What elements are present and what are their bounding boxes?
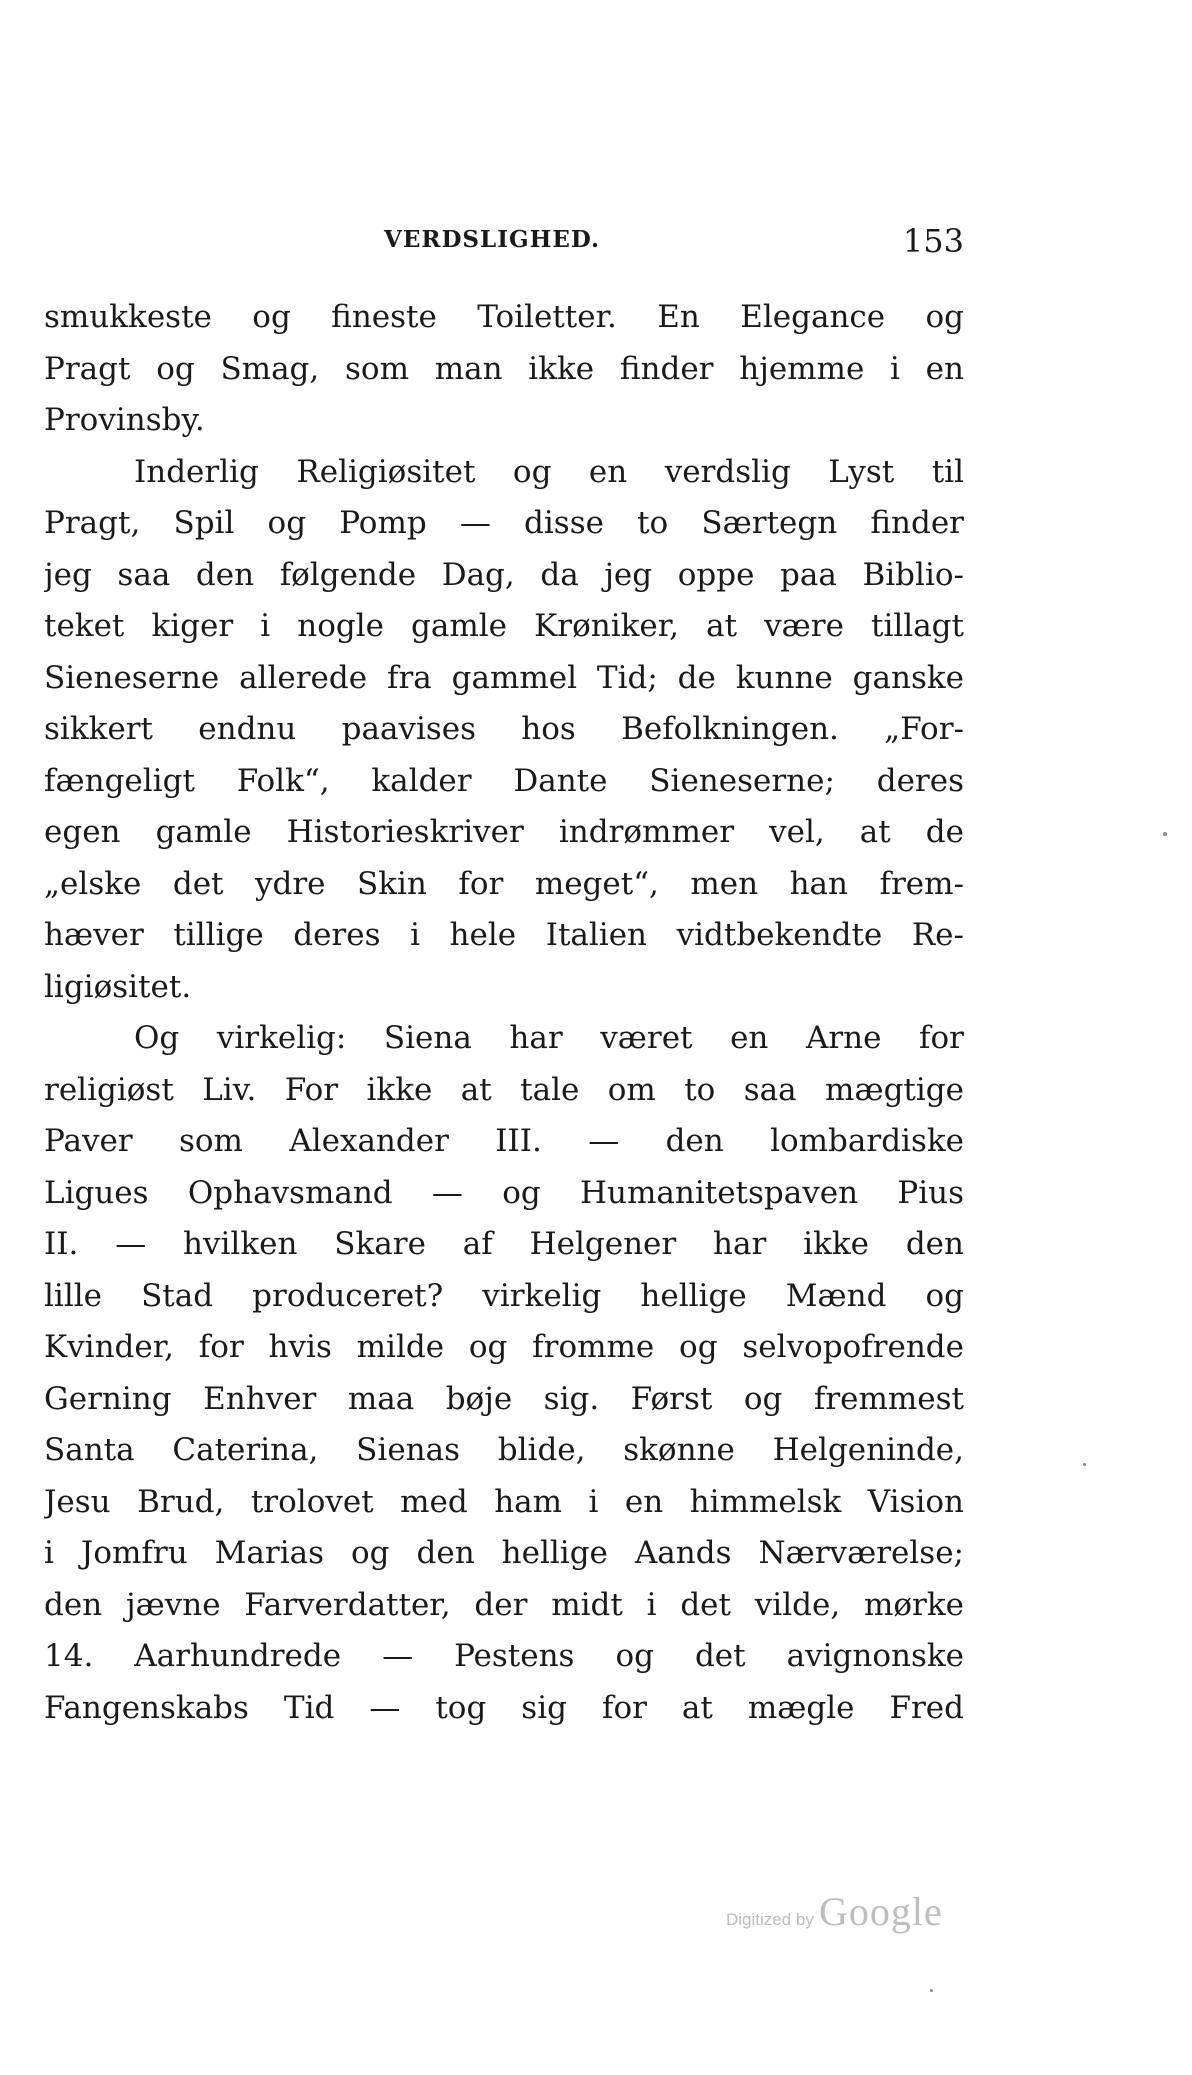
watermark-brand: Google: [818, 1889, 943, 1934]
text-line: egen gamle Historieskriver indrømmer vel, at de: [44, 814, 964, 850]
watermark-prefix: Digitized by: [726, 1910, 814, 1929]
text-line: Provinsby.: [44, 402, 205, 438]
text-line: II. — hvilken Skare af Helgener har ikke den: [44, 1226, 964, 1262]
text-line: Pragt og Smag, som man ikke finder hjemme i en: [44, 350, 964, 387]
paper-speck: [1163, 832, 1167, 836]
text-line: ligiøsitet.: [44, 968, 192, 1005]
text-line: den jævne Farverdatter, der midt i det vilde, mørke: [44, 1586, 964, 1623]
text-line: Fangenskabs Tid — tog sig for at mægle Fred: [44, 1689, 964, 1726]
text-line: Kvinder, for hvis milde og fromme og selvopofrende: [44, 1329, 964, 1365]
page-number: 153: [902, 222, 964, 260]
digitized-by-watermark: [726, 1888, 943, 1935]
text-line: Paver som Alexander III. — den lombardiske: [44, 1123, 964, 1159]
text-line: Gerning Enhver maa bøje sig. Først og fremmest: [44, 1380, 964, 1417]
text-line: Og virkelig: Siena har været en Arne for: [134, 1020, 964, 1056]
text-line: lille Stad produceret? virkelig hellige Mænd og: [44, 1277, 964, 1314]
text-line: Santa Caterina, Sienas blide, skønne Helgeninde,: [44, 1432, 964, 1468]
body-text: [44, 292, 964, 1734]
text-line: jeg saa den følgende Dag, da jeg oppe paa Biblio-: [44, 556, 964, 593]
running-head: [44, 222, 964, 262]
text-line: sikkert endnu paavises hos Befolkningen. „For-: [44, 711, 964, 747]
text-line: i Jomfru Marias og den hellige Aands Nærværelse;: [44, 1535, 964, 1571]
text-line: religiøst Liv. For ikke at tale om to saa mægtige: [44, 1071, 964, 1108]
text-line: Inderlig Religiøsitet og en verdslig Lyst til: [134, 453, 964, 490]
running-title: VERDSLIGHED.: [384, 226, 601, 253]
text-line: teket kiger i nogle gamle Krøniker, at være tillagt: [44, 608, 964, 644]
text-line: hæver tillige deres i hele Italien vidtbekendte Re-: [44, 917, 964, 953]
text-line: „elske det ydre Skin for meget“, men han frem-: [44, 865, 964, 902]
text-line: Sieneserne allerede fra gammel Tid; de kunne ganske: [44, 659, 964, 696]
text-line: Ligues Ophavsmand — og Humanitetspaven Pius: [44, 1174, 964, 1211]
paper-speck: [1083, 1463, 1086, 1466]
text-line: smukkeste og fineste Toiletter. En Elegance og: [44, 299, 964, 335]
text-line: fængeligt Folk“, kalder Dante Sieneserne; deres: [44, 762, 964, 799]
text-line: Pragt, Spil og Pomp — disse to Særtegn finder: [44, 505, 964, 541]
text-line: 14. Aarhundrede — Pestens og det avignonske: [44, 1638, 964, 1674]
text-line: Jesu Brud, trolovet med ham i en himmelsk Vision: [44, 1483, 964, 1520]
paper-speck: [930, 1989, 933, 1992]
